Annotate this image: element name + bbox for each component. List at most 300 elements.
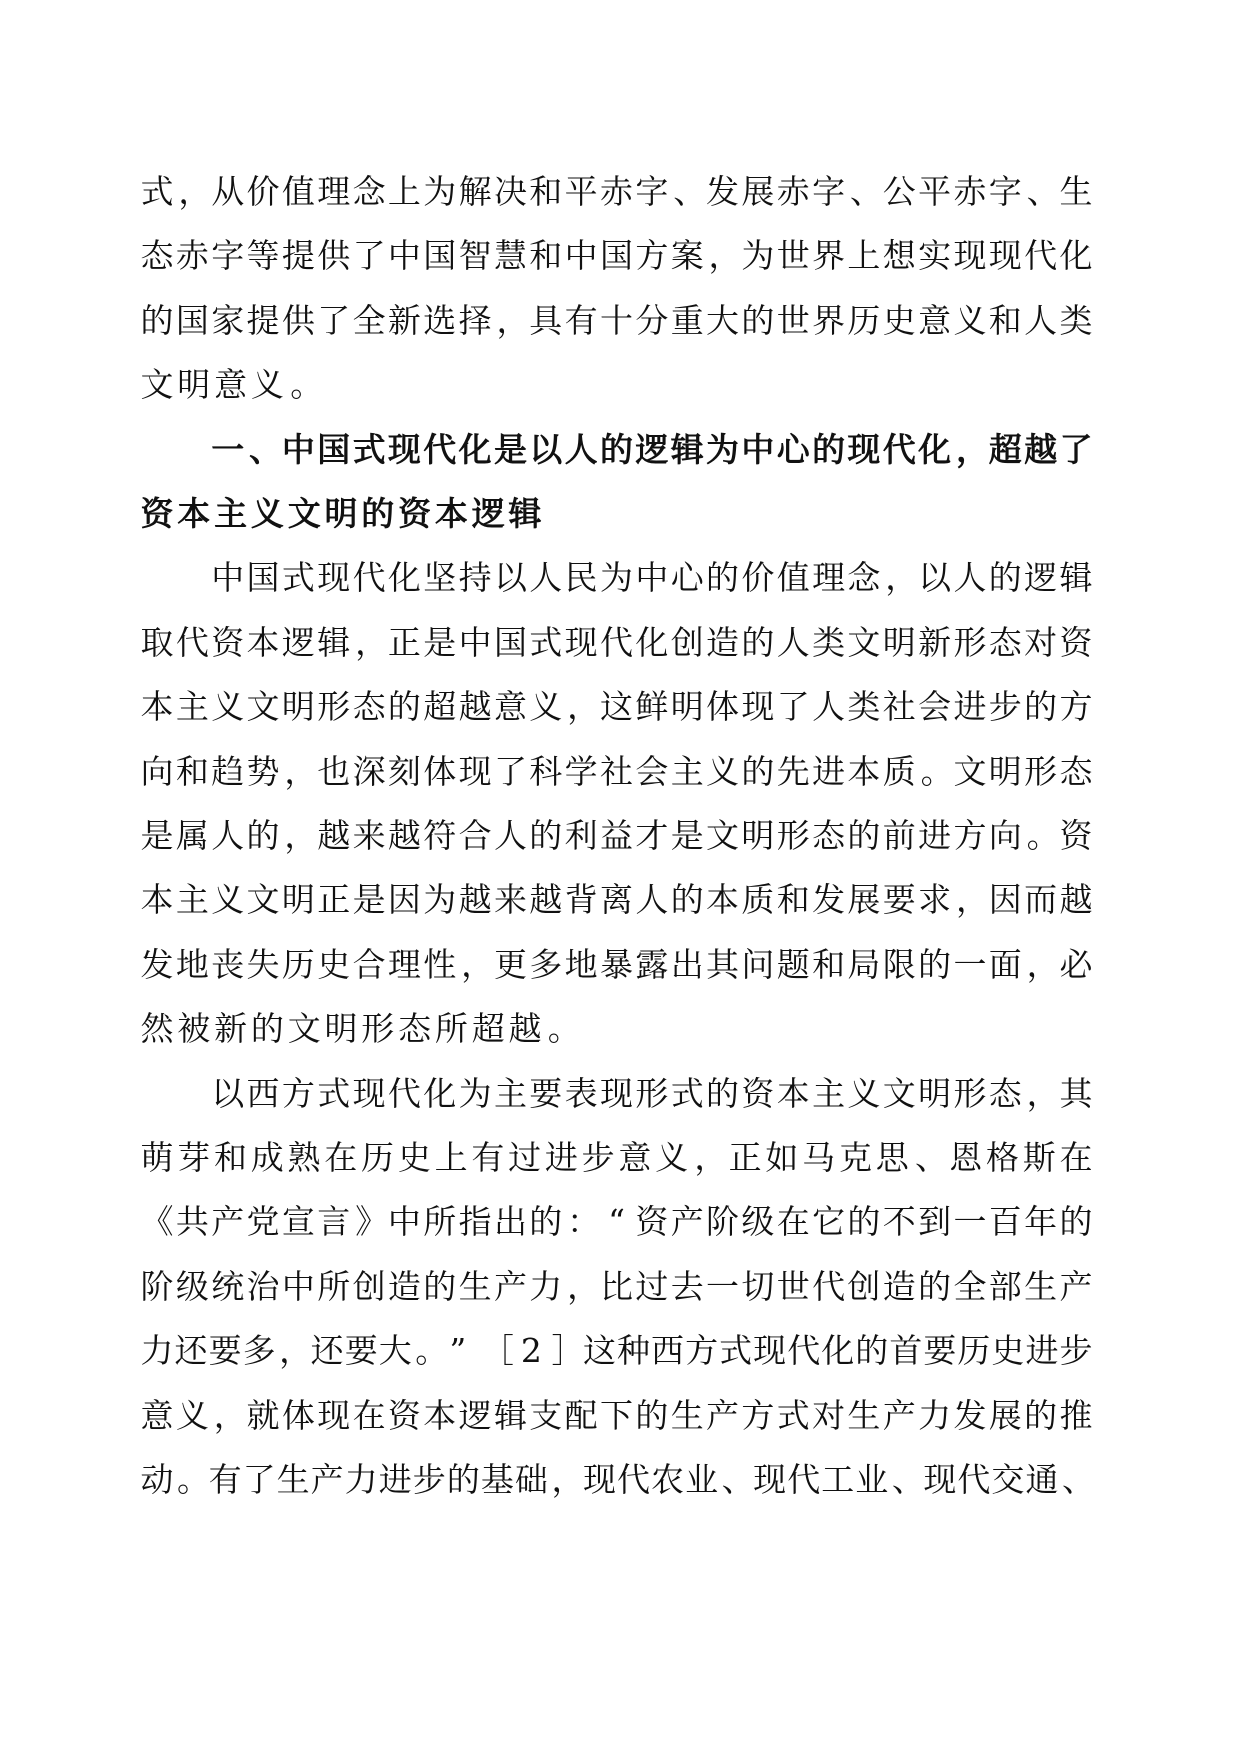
text-char: 字 xyxy=(988,172,1022,211)
text-char: 会 xyxy=(635,751,669,791)
text-char: 所 xyxy=(434,1009,468,1049)
text-char: 2 xyxy=(520,1331,542,1371)
text-char: 世 xyxy=(776,236,810,276)
text-char: 基 xyxy=(480,1460,514,1499)
text-char: ， xyxy=(496,300,530,340)
text-char: 义 xyxy=(211,880,245,920)
text-char: 首 xyxy=(889,1331,923,1371)
text-char: 现 xyxy=(458,751,492,791)
text-char: 造 xyxy=(387,1266,421,1306)
text-char: 的 xyxy=(812,429,846,469)
text-char: 发 xyxy=(812,880,846,920)
text-char: 的 xyxy=(847,816,881,855)
text-char: 过 xyxy=(508,1138,542,1177)
text-char: ， xyxy=(551,1460,585,1499)
text-char: 格 xyxy=(985,1138,1019,1177)
text-char: 人 xyxy=(635,880,669,920)
text-char: 工 xyxy=(821,1460,855,1499)
text-char: 现 xyxy=(923,1460,957,1499)
text-char: ， xyxy=(955,880,989,920)
text-char: 本 xyxy=(140,687,174,727)
text-char: 国 xyxy=(493,622,527,662)
text-char: 明 xyxy=(177,365,211,405)
text-char: 重 xyxy=(670,300,704,340)
text-char: 体 xyxy=(706,687,740,727)
text-char: 生 xyxy=(458,1266,492,1306)
text-char: 体 xyxy=(281,1395,315,1435)
text-char: 想 xyxy=(882,236,916,276)
text-char: 字 xyxy=(812,172,846,211)
text-char: ， xyxy=(885,558,919,598)
text-char: 合 xyxy=(458,816,492,855)
text-char: 这 xyxy=(582,1331,616,1371)
text-char: 中 xyxy=(281,429,315,469)
text-char: 人 xyxy=(776,622,810,662)
text-char: 和 xyxy=(776,880,810,920)
text-char: 形 xyxy=(953,1073,987,1113)
text-char: 提 xyxy=(246,300,280,340)
text-char: 国 xyxy=(246,558,280,598)
text-char: 越 xyxy=(387,816,421,855)
text-char: 展 xyxy=(988,1395,1022,1435)
text-char: 人 xyxy=(564,429,598,469)
text-char: 史 xyxy=(397,1138,431,1177)
text-char: 质 xyxy=(882,751,916,791)
text-char: 的 xyxy=(529,1202,563,1242)
text-char: 价 xyxy=(741,558,775,598)
text-char: 在 xyxy=(1059,1138,1093,1177)
text-char: 历 xyxy=(281,944,315,984)
text-char: 现 xyxy=(753,1331,787,1371)
text-char: 辑 xyxy=(1059,558,1093,598)
text-char: 明 xyxy=(281,880,315,920)
text-char: 逻 xyxy=(635,429,669,469)
text-char: 人 xyxy=(1024,300,1058,340)
text-char: 代 xyxy=(352,558,386,598)
text-char: 逻 xyxy=(1024,558,1058,598)
text-char: 是 xyxy=(493,429,527,469)
text-char: 择 xyxy=(458,300,492,340)
text-char: 宣 xyxy=(281,1202,315,1242)
text-char: 年 xyxy=(1024,1202,1058,1242)
text-char: ， xyxy=(694,1138,728,1177)
text-char: 资 xyxy=(211,622,245,662)
text-char: 现 xyxy=(741,687,775,727)
text-char: 的 xyxy=(918,1266,952,1306)
text-char: 西 xyxy=(651,1331,685,1371)
text-char: 局 xyxy=(847,944,881,984)
text-char: 全 xyxy=(352,300,386,340)
text-char: 向 xyxy=(140,751,174,791)
text-char: ， xyxy=(567,687,601,727)
text-char: 利 xyxy=(564,816,598,855)
text-char: 代 xyxy=(787,1460,821,1499)
text-char: ， xyxy=(1026,1073,1060,1113)
text-char: 上 xyxy=(847,236,881,276)
text-char: 阶 xyxy=(140,1266,174,1306)
text-char: 和 xyxy=(529,172,563,211)
text-char: 智 xyxy=(458,236,492,276)
text-char: 态 xyxy=(352,687,386,727)
text-char: 现 xyxy=(564,622,598,662)
text-char: 还 xyxy=(310,1331,344,1371)
text-char: 。 xyxy=(547,1009,581,1049)
text-char: 历 xyxy=(957,1331,991,1371)
text-char: 平 xyxy=(918,172,952,211)
text-char: 明 xyxy=(741,816,775,855)
text-char: 背 xyxy=(564,880,598,920)
text-char: 态 xyxy=(140,236,174,276)
text-char: 创 xyxy=(847,1266,881,1306)
text-char: 发 xyxy=(953,1395,987,1435)
text-char: 字 xyxy=(635,172,669,211)
text-char: 赤 xyxy=(776,172,810,211)
text-char: 式 xyxy=(529,622,563,662)
text-char: 在 xyxy=(776,1202,810,1242)
text-char: 代 xyxy=(600,622,633,662)
text-char: 超 xyxy=(988,429,1022,469)
text-char: 历 xyxy=(847,300,881,340)
text-char: 国 xyxy=(423,236,457,276)
text-char: 大 xyxy=(706,300,740,340)
text-char: 文 xyxy=(246,687,280,727)
text-char: 西 xyxy=(246,1073,280,1113)
text-char: ， xyxy=(213,1395,247,1435)
text-char: 的 xyxy=(1024,1395,1058,1435)
text-char: 义 xyxy=(250,365,284,405)
text-char: 其 xyxy=(1059,1073,1093,1113)
text-char: 的 xyxy=(423,1266,457,1306)
text-char: 的 xyxy=(918,944,952,984)
text-char: 现 xyxy=(317,1395,351,1435)
text-char: 十 xyxy=(600,300,633,340)
text-char: 社 xyxy=(600,751,633,791)
text-char: 代 xyxy=(787,1331,821,1371)
text-char: 类 xyxy=(1059,300,1093,340)
text-char: 的 xyxy=(635,1395,669,1435)
text-char: 理 xyxy=(317,172,351,211)
text-char: 部 xyxy=(988,1266,1022,1306)
text-char: ， xyxy=(284,816,318,855)
text-char: 和 xyxy=(529,236,563,276)
text-char: 分 xyxy=(635,300,669,340)
text-char: 化 xyxy=(387,558,421,598)
text-char: 方 xyxy=(953,816,987,855)
text-char: 代 xyxy=(387,1073,421,1113)
text-char: 现 xyxy=(847,429,881,469)
text-char: 质 xyxy=(741,880,775,920)
text-char: 、 xyxy=(891,1460,925,1499)
text-char: 明 xyxy=(988,751,1022,791)
text-char: 坚 xyxy=(423,558,457,598)
text-char: 要 xyxy=(208,1331,242,1371)
text-char: 逻 xyxy=(471,494,505,533)
text-char: 还 xyxy=(174,1331,208,1371)
text-char: 新 xyxy=(387,300,421,340)
text-char: 步 xyxy=(581,1138,615,1177)
text-char: 态 xyxy=(988,622,1022,662)
text-char: 类 xyxy=(847,687,881,727)
text-char: 一 xyxy=(706,1266,740,1306)
text-char: 为 xyxy=(423,880,457,920)
text-char: 的 xyxy=(670,880,704,920)
text-char: ， xyxy=(178,172,212,211)
text-char: 等 xyxy=(246,236,280,276)
text-char: 主 xyxy=(214,494,248,533)
text-char: 越 xyxy=(508,1009,542,1049)
text-char: 言 xyxy=(317,1202,351,1242)
text-char: 资 xyxy=(1059,816,1093,855)
text-char: 意 xyxy=(918,300,952,340)
text-char: 主 xyxy=(175,880,209,920)
text-char: 历 xyxy=(361,1138,395,1177)
text-char: 就 xyxy=(246,1395,280,1435)
text-char: 值 xyxy=(281,172,315,211)
text-char: 的 xyxy=(847,1202,881,1242)
text-char: 地 xyxy=(175,944,209,984)
text-char: 新 xyxy=(918,622,952,662)
text-char: 的 xyxy=(387,687,421,727)
text-char: 成 xyxy=(250,1138,284,1177)
text-char: 进 xyxy=(1025,1331,1059,1371)
text-char: 文 xyxy=(287,494,321,533)
text-char: 一 xyxy=(953,1202,987,1242)
text-char: 体 xyxy=(423,751,457,791)
text-char: 这 xyxy=(600,687,633,727)
text-char: 实 xyxy=(918,236,952,276)
text-char: 态 xyxy=(988,1073,1022,1113)
text-char: 过 xyxy=(635,1266,669,1306)
text-char: 是 xyxy=(670,816,704,855)
text-char: 动 xyxy=(140,1460,174,1499)
text-char: 所 xyxy=(317,1266,351,1306)
text-char: 生 xyxy=(276,1460,310,1499)
text-char: 超 xyxy=(423,687,457,727)
text-char: 形 xyxy=(361,1009,395,1049)
text-char: 文 xyxy=(140,365,174,405)
text-char: 供 xyxy=(317,236,351,276)
text-char: 值 xyxy=(776,558,810,598)
text-char: 主 xyxy=(670,751,704,791)
text-char: 科 xyxy=(529,751,563,791)
text-char: 的 xyxy=(246,816,280,855)
text-char: 取 xyxy=(140,622,174,662)
text-char: 明 xyxy=(670,687,704,727)
text-char: 案 xyxy=(670,236,704,276)
text-char: ， xyxy=(955,429,989,469)
text-char: 全 xyxy=(953,1266,987,1306)
text-char: 配 xyxy=(564,1395,598,1435)
text-char: 级 xyxy=(175,1266,209,1306)
text-char: 因 xyxy=(988,880,1022,920)
text-char: 出 xyxy=(493,1202,527,1242)
text-char: 代 xyxy=(957,1460,991,1499)
text-char: 方 xyxy=(1059,687,1093,727)
text-char: 力 xyxy=(918,1395,952,1435)
text-char: 代 xyxy=(1024,236,1058,276)
text-char: 意 xyxy=(140,1395,174,1435)
text-char: 一 xyxy=(211,429,245,469)
text-char: 通 xyxy=(1025,1460,1059,1499)
text-char: 限 xyxy=(882,944,916,984)
text-char: 本 xyxy=(246,622,280,662)
text-char: 主 xyxy=(812,1073,846,1113)
text-char: 资 xyxy=(1059,622,1093,662)
text-char: 形 xyxy=(635,1073,669,1113)
text-char: 上 xyxy=(434,1138,468,1177)
text-char: 化 xyxy=(458,429,492,469)
text-char: 文 xyxy=(847,622,881,662)
text-char: 也 xyxy=(317,751,351,791)
text-char: 步 xyxy=(412,1460,446,1499)
text-char: 意 xyxy=(493,687,527,727)
text-char: 人 xyxy=(211,816,245,855)
text-char: 形 xyxy=(776,816,810,855)
text-char: 问 xyxy=(741,944,775,984)
text-char: 人 xyxy=(529,558,563,598)
text-char: 产 xyxy=(706,1395,740,1435)
text-char: 了 xyxy=(776,687,810,727)
text-char: 的 xyxy=(446,1460,480,1499)
text-char: 然 xyxy=(140,1009,174,1049)
text-char: 正 xyxy=(728,1138,762,1177)
text-char: 文 xyxy=(882,1073,916,1113)
text-char: 正 xyxy=(317,880,351,920)
text-char: 为 xyxy=(423,172,457,211)
text-char: 代 xyxy=(175,622,209,662)
text-char: 的 xyxy=(361,494,395,533)
text-char: 比 xyxy=(600,1266,633,1306)
text-char: 生 xyxy=(1059,172,1093,211)
text-char: 方 xyxy=(281,1073,315,1113)
text-char: 持 xyxy=(458,558,492,598)
text-char: 义 xyxy=(706,751,740,791)
text-char: 中 xyxy=(281,1266,315,1306)
text-char: 的 xyxy=(706,1073,740,1113)
text-char: 本 xyxy=(706,880,740,920)
text-char: 式 xyxy=(352,429,386,469)
text-char: 才 xyxy=(635,816,669,855)
text-char: 阶 xyxy=(706,1202,740,1242)
text-char: 它 xyxy=(812,1202,846,1242)
text-char: 统 xyxy=(211,1266,245,1306)
text-char: 步 xyxy=(1059,1331,1093,1371)
text-char: 态 xyxy=(812,816,846,855)
text-char: 支 xyxy=(529,1395,563,1435)
text-char: 形 xyxy=(953,622,987,662)
text-char: 。 xyxy=(177,1460,211,1499)
text-char: 、 xyxy=(1026,172,1060,211)
text-char: 了 xyxy=(1059,429,1093,469)
text-char: 为 xyxy=(741,236,775,276)
text-char: 是 xyxy=(352,880,386,920)
text-char: 交 xyxy=(991,1460,1025,1499)
text-char: 态 xyxy=(398,1009,432,1049)
text-char: 一 xyxy=(953,944,987,984)
text-char: 农 xyxy=(651,1460,685,1499)
text-char: 离 xyxy=(600,880,633,920)
text-char: 深 xyxy=(352,751,386,791)
text-char: 、 xyxy=(673,172,707,211)
text-char: 》 xyxy=(355,1202,389,1242)
text-char: 的 xyxy=(529,816,563,855)
text-char: 资 xyxy=(741,1073,775,1113)
text-char: 代 xyxy=(812,1266,846,1306)
text-char: 多 xyxy=(242,1331,276,1371)
text-char: 形 xyxy=(317,687,351,727)
text-char: 化 xyxy=(821,1331,855,1371)
text-char: 、 xyxy=(849,172,883,211)
text-char: 展 xyxy=(741,172,775,211)
text-char: 产 xyxy=(493,1266,527,1306)
text-char: 益 xyxy=(600,816,633,855)
text-char: 现 xyxy=(352,1073,386,1113)
text-char: 中 xyxy=(635,558,669,598)
text-char: ］ xyxy=(551,1331,585,1371)
text-char: 其 xyxy=(706,944,740,984)
text-char: 造 xyxy=(882,1266,916,1306)
text-char: 国 xyxy=(600,236,633,276)
text-char: 明 xyxy=(324,494,358,533)
text-char: 形 xyxy=(1024,751,1058,791)
text-char: ， xyxy=(355,622,389,662)
text-char: 念 xyxy=(352,172,386,211)
text-char: 进 xyxy=(544,1138,578,1177)
text-char: 主 xyxy=(493,1073,527,1113)
text-char: 义 xyxy=(529,687,563,727)
text-char: 方 xyxy=(635,236,669,276)
text-char: ， xyxy=(1026,944,1060,984)
text-char: 本 xyxy=(177,494,211,533)
text-char: 来 xyxy=(352,816,386,855)
text-char: 必 xyxy=(1059,944,1093,984)
text-char: 理 xyxy=(812,558,846,598)
text-char: 本 xyxy=(423,1395,457,1435)
text-char: 民 xyxy=(564,558,598,598)
text-char: 义 xyxy=(953,300,987,340)
text-char: 趋 xyxy=(211,751,245,791)
text-char: 的 xyxy=(1059,1202,1093,1242)
text-char: ” xyxy=(449,1331,467,1371)
text-char: 资 xyxy=(140,494,174,533)
text-char: 决 xyxy=(493,172,527,211)
text-char: 辑 xyxy=(317,622,351,662)
text-char: 的 xyxy=(855,1331,889,1371)
text-char: 现 xyxy=(753,1460,787,1499)
text-char: 。 xyxy=(1026,816,1060,855)
text-char: 界 xyxy=(812,300,846,340)
text-char: 生 xyxy=(847,1395,881,1435)
text-char: 方 xyxy=(741,1395,775,1435)
text-char: 了 xyxy=(317,300,351,340)
text-char: 熟 xyxy=(287,1138,321,1177)
text-char: 中 xyxy=(387,1202,421,1242)
text-char: 供 xyxy=(281,300,315,340)
text-char: 超 xyxy=(471,1009,505,1049)
text-char: 社 xyxy=(882,687,916,727)
text-char: 地 xyxy=(564,944,598,984)
text-char: 的 xyxy=(140,300,174,340)
text-char: 化 xyxy=(918,429,952,469)
text-char: 题 xyxy=(776,944,810,984)
text-char: 了 xyxy=(493,751,527,791)
text-char: 会 xyxy=(918,687,952,727)
text-char: 治 xyxy=(246,1266,280,1306)
text-char: 提 xyxy=(281,236,315,276)
text-char: 展 xyxy=(847,880,881,920)
text-char: 选 xyxy=(423,300,457,340)
text-char: 产 xyxy=(670,1202,704,1242)
